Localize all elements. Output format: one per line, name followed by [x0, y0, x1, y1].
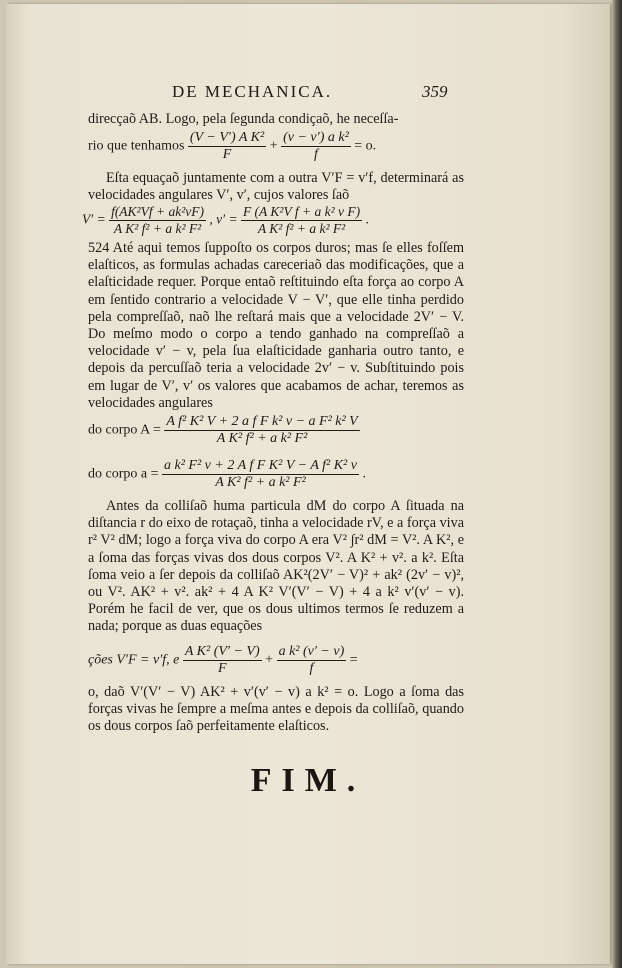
fraction	[281, 130, 351, 163]
paragraph-line: direcçaõ AB. Logo, pela ſegunda condiçaõ, he neceſſa-	[88, 111, 399, 127]
equation-1	[88, 130, 376, 163]
equation-lead: do corpo A =	[88, 422, 161, 438]
book-page	[6, 4, 610, 964]
book-edge-shadow	[612, 0, 622, 968]
fraction-denominator: A K² f² + a k² F²	[215, 475, 306, 490]
fraction-numerator: (v − v′) a k²	[283, 130, 349, 145]
fraction-denominator: A K² f² + a k² F²	[257, 221, 346, 236]
equation-end: .	[362, 466, 366, 482]
fraction	[241, 204, 362, 237]
fraction	[109, 204, 206, 237]
fraction	[164, 414, 359, 447]
fraction-denominator: A K² f² + a k² F²	[216, 431, 308, 446]
paragraph-text: Antes da colliſaõ huma particula dM do corpo A ſituada na diſtancia r do eixo de rotaçaõ, tinha a velocidade rV, e a força viva r² V² dM; logo a força viva do corpo A era V² ∫r² dM = V². A K², e a ſoma das forças vivas dos dous corpos V². A K² + v². a k². Eſta ſoma veio a ſer depois da colliſaõ AK²(2V′ − V)² + ak² (2v′ − v)², ou V². AK² + v². ak² + 4 A K² V′(V′ − V) + 4 a k² v′(v′ − v). Porém he facil de ver, que os dous ultimos termos ſe reduzem a nada; porque as duas equações	[88, 498, 464, 635]
equation-lead: V′ =	[82, 211, 106, 227]
paragraph-text: Eſta equaçaõ juntamente com a outra V′F = v′f, determinará as velocidades angulares V′, v′, cujos valores ſaõ	[88, 170, 464, 204]
paragraph-1	[88, 170, 464, 204]
fraction	[188, 130, 266, 163]
equation-separator: , v′ =	[209, 211, 238, 227]
fraction-denominator: F	[217, 661, 227, 676]
equation-3	[88, 414, 360, 447]
fraction	[183, 644, 262, 677]
equation-lead: ções V′F = v′f, e	[88, 652, 180, 668]
equation-2	[82, 204, 369, 237]
paragraph-text: 524 Até aqui temos ſuppoſto os corpos duros; mas ſe elles foſſem elaſticos, as formulas achadas careceriaõ das modificações, que a elaſticidade requer. Porque entaõ reſtituindo eſta força ao corpo A em ſentido contrario a velocidade V − V′, que elle tinha perdido pela compreſſaõ, naõ lhe reſtará mais que a velocidade 2V′ − V. Do meſmo modo o corpo a tendo ganhado na compreſſaõ a velocidade v′ − v, pela ſua elaſticidade ganharia outro tanto, e depois da percuſſaõ teria a velocidade 2v′ − v. Subſtituindo pois em lugar de V′, v′ os valores que acabamos de achar, teremos as velocidades angulares	[88, 240, 464, 411]
header-title: DE MECHANICA.	[172, 82, 333, 101]
fraction-numerator: A K² (V′ − V)	[184, 644, 260, 659]
fraction	[162, 458, 359, 491]
end-mark: FIM.	[250, 762, 366, 799]
fraction-numerator: f(AK²Vf + ak²vF)	[111, 204, 204, 219]
paragraph-text: o, daõ V′(V′ − V) AK² + v′(v′ − v) a k² = o. Logo a ſoma das forças vivas he ſempre a meſma antes e depois da colliſaõ, quando os dous corpos ſaõ perfeitamente elaſticos.	[88, 684, 464, 735]
equation-end: .	[365, 211, 369, 227]
fraction-denominator: A K² f² + a k² F²	[113, 221, 202, 236]
fraction-numerator: (V − V′) A K²	[189, 130, 265, 145]
plus-sign: +	[265, 652, 274, 668]
fraction-numerator: a k² (v′ − v)	[278, 644, 345, 659]
running-header	[6, 82, 610, 104]
equation-rhs: = o.	[354, 138, 377, 154]
fraction-numerator: F (A K²V f + a k² v F)	[242, 204, 361, 219]
text-line-top	[88, 111, 464, 128]
equation-lead: rio que tenhamos	[88, 138, 185, 154]
fraction	[277, 644, 347, 677]
equation-lead: do corpo a =	[88, 466, 159, 482]
fraction-numerator: a k² F² v + 2 A f F K² V − A f² K² v	[164, 458, 357, 473]
paragraph-2	[88, 240, 464, 412]
paragraph-4	[88, 684, 464, 736]
equation-4	[88, 458, 366, 491]
equation-5	[88, 644, 358, 677]
fraction-denominator: f	[309, 661, 314, 676]
equation-rhs: =	[349, 652, 358, 668]
plus-sign: +	[269, 138, 278, 154]
fraction-numerator: A f² K² V + 2 a f F k² v − a F² k² V	[166, 414, 358, 429]
fraction-denominator: f	[313, 147, 318, 162]
paragraph-3	[88, 498, 464, 636]
page-number: 359	[422, 82, 448, 101]
fraction-denominator: F	[222, 147, 232, 162]
